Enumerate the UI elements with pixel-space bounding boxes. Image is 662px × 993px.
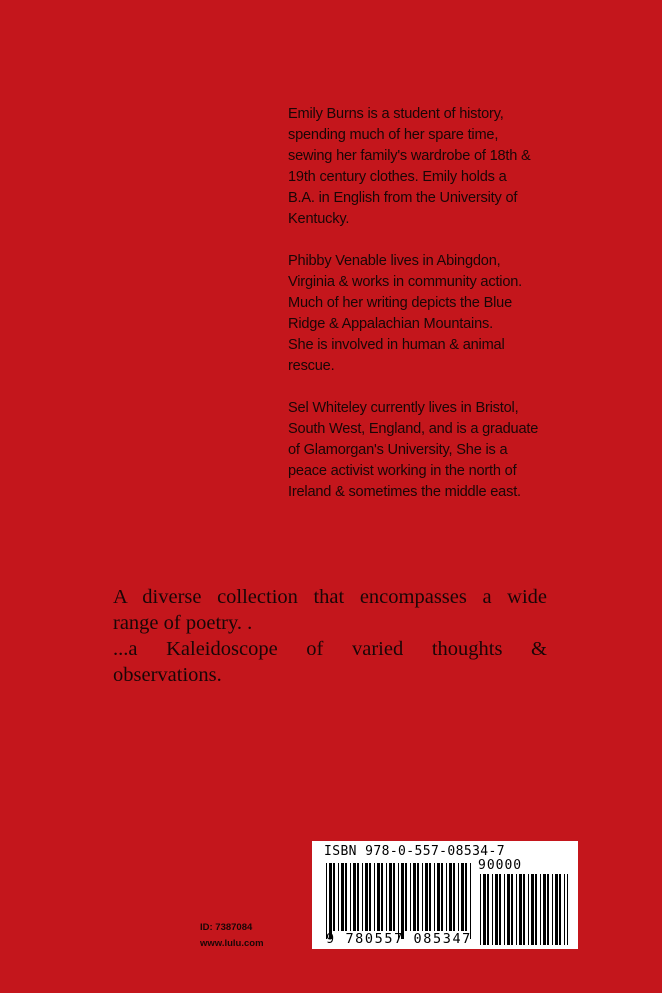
barcode-bar (523, 874, 525, 945)
barcode-bar (377, 863, 380, 931)
barcode-bar (398, 863, 399, 939)
barcode-bar (487, 874, 489, 945)
barcode-bar (389, 863, 392, 931)
barcode-bar (555, 874, 558, 945)
barcode-bar (357, 863, 359, 931)
barcode-bar (499, 874, 501, 945)
barcode-bar (480, 874, 481, 945)
blurb-line-1: A diverse collection that encompasses a wide (113, 586, 547, 608)
barcode-bar (552, 874, 553, 945)
barcode-bar (386, 863, 387, 931)
barcode-bar (453, 863, 455, 931)
barcode-bar (540, 874, 541, 945)
isbn-number: ISBN 978-0-557-08534-7 (324, 844, 505, 859)
barcode-bar (449, 863, 452, 931)
barcode-bar (374, 863, 375, 931)
isbn-barcode (312, 841, 578, 949)
barcode-bar (405, 863, 407, 931)
barcode-bar (547, 874, 549, 945)
barcode-bar (429, 863, 431, 931)
barcode-bar (458, 863, 459, 931)
barcode-bar (365, 863, 368, 931)
barcode-bar (483, 874, 486, 945)
barcode-bar (345, 863, 347, 931)
barcode-bar (507, 874, 510, 945)
barcode-bar (441, 863, 443, 931)
ean-digits: 9 780557 085347 (326, 931, 472, 947)
bio-phibby-venable: Phibby Venable lives in Abingdon, Virginia & works in community action. Much of her writing depicts the Blue Ridge & Appalachian Mountains. She is involved in human & animal rescue. (288, 253, 523, 374)
barcode-bar (516, 874, 517, 945)
barcode-bar (333, 863, 335, 931)
author-bios (288, 104, 558, 524)
barcode-bar (461, 863, 464, 931)
barcode-bar (495, 874, 498, 945)
barcode-bar (350, 863, 351, 931)
barcode-bar (437, 863, 440, 931)
barcode-bar (329, 863, 332, 939)
barcode-bar (326, 863, 327, 939)
barcode-bar (381, 863, 383, 931)
barcode-bar (417, 863, 419, 931)
barcode-bar (511, 874, 513, 945)
barcode-bar (425, 863, 428, 931)
barcode-bar (413, 863, 416, 931)
barcode-bar (531, 874, 534, 945)
barcode-bar (543, 874, 546, 945)
bio-sel-whiteley: Sel Whiteley currently lives in Bristol, South West, England, and is a graduate of Glamorgan's University, She is a peace activist working in the north of Ireland & sometimes the middle east. (288, 400, 539, 500)
bio-emily-burns: Emily Burns is a student of history, spending much of her spare time, sewing her family's wardrobe of 18th & 19th century clothes. Emily holds a B.A. in English from the University of Kentucky. (288, 106, 531, 227)
price-code: 90000 (478, 858, 523, 873)
barcode-bar (338, 863, 339, 931)
blurb-line-3: ...a Kaleidoscope of varied thoughts & (113, 638, 547, 660)
barcode-bar (567, 874, 568, 945)
barcode-bar (434, 863, 435, 931)
barcode-bar (422, 863, 423, 931)
barcode-bar (535, 874, 537, 945)
barcode-bar (470, 863, 471, 939)
barcode-bar (465, 863, 467, 931)
publisher-id: ID: 7387084 (200, 922, 253, 933)
publisher-info (200, 920, 264, 952)
blurb-line-4: observations. (113, 664, 222, 686)
barcode-bar (362, 863, 363, 931)
barcode-bar (446, 863, 447, 931)
publisher-url: www.lulu.com (200, 938, 264, 949)
barcode-bar (504, 874, 505, 945)
barcode-bar (341, 863, 344, 931)
barcode-bar (528, 874, 529, 945)
book-blurb (113, 584, 547, 688)
barcode-bar (369, 863, 371, 931)
barcode-bar (564, 874, 565, 945)
blurb-line-2: range of poetry. . (113, 612, 253, 634)
barcode-bar (410, 863, 411, 931)
barcode-bar (401, 863, 404, 939)
barcode-bar (393, 863, 395, 931)
barcode-bar (353, 863, 356, 931)
barcode-bar (559, 874, 561, 945)
barcode-bar (519, 874, 522, 945)
barcode-bar (492, 874, 493, 945)
